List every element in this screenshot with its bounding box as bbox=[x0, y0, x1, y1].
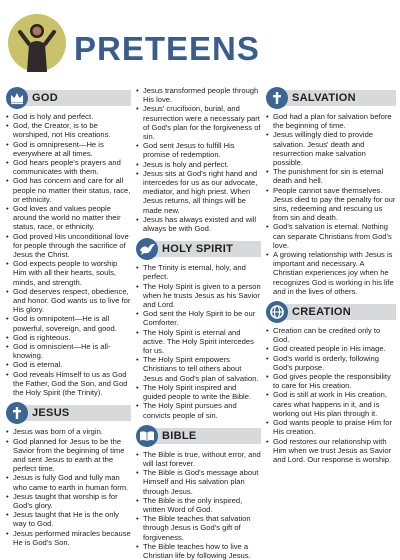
creation-list bbox=[266, 326, 396, 464]
list-item: • God is righteous. bbox=[6, 333, 131, 342]
section-header-salvation bbox=[266, 88, 396, 108]
list-item: • God loves and values people around the world no matter their status, race, or ethnicity. bbox=[6, 204, 131, 232]
section-title-jesus: JESUS bbox=[32, 407, 70, 420]
list-item: • The Holy Spirit pursues and convicts people of sin. bbox=[136, 401, 261, 419]
list-item: • God had a plan for salvation before the beginning of time. bbox=[266, 112, 396, 130]
list-item: • Jesus willingly died to provide salvation. Jesus' death and resurrection make salvation possible. bbox=[266, 130, 396, 167]
column-left bbox=[6, 86, 131, 547]
cross-icon bbox=[266, 87, 288, 109]
list-item: • God is eternal. bbox=[6, 360, 131, 369]
list-item: • God deserves respect, obedience, and honor. God wants us to live for His glory. bbox=[6, 287, 131, 315]
list-item: • The Holy Spirit is eternal and active. The Holy Spirit intercedes for us. bbox=[136, 328, 261, 356]
column-middle bbox=[136, 86, 261, 560]
list-item: • God is omniscient—He is all-knowing. bbox=[6, 342, 131, 360]
section-title-salvation: SALVATION bbox=[292, 92, 356, 104]
list-item: • God is omnipotent—He is all powerful, sovereign, and good. bbox=[6, 314, 131, 332]
dove-icon bbox=[136, 238, 158, 260]
crown-icon bbox=[6, 87, 28, 109]
list-item: • God hears people's prayers and communicates with them. bbox=[6, 158, 131, 176]
list-item: • God is holy and perfect. bbox=[6, 112, 131, 121]
section-header-jesus bbox=[6, 403, 131, 423]
list-item: • God sent Jesus to fulfill His promise of redemption. bbox=[136, 141, 261, 159]
list-item: • God is still at work in His creation, cares what happens in it, and is working out His plan through it. bbox=[266, 390, 396, 418]
list-item: • God planned for Jesus to be the Savior from the beginning of time and sent Jesus to earth at the perfect time. bbox=[6, 437, 131, 474]
page-header bbox=[0, 0, 400, 80]
list-item: • Jesus is holy and perfect. bbox=[136, 160, 261, 169]
list-item: • Jesus has always existed and will always be with God. bbox=[136, 215, 261, 233]
list-item: • Jesus was born of a virgin. bbox=[6, 427, 131, 436]
list-item: • God reveals Himself to us as God the Father, God the Son, and God the Holy Spirit (the Trinity). bbox=[6, 370, 131, 398]
book-icon bbox=[136, 425, 158, 447]
list-item: • Jesus transformed people through His love. bbox=[136, 86, 261, 104]
list-item: • The Bible is the only inspired, written Word of God. bbox=[136, 496, 261, 514]
section-header-creation bbox=[266, 302, 396, 322]
list-item: • God restores our relationship with Him when we trust Jesus as Savior and Lord. Our response is worship. bbox=[266, 437, 396, 465]
section-header-holy-spirit bbox=[136, 239, 261, 259]
cross-icon bbox=[6, 402, 28, 424]
list-item: • God sent the Holy Spirit to be our Comforter. bbox=[136, 309, 261, 327]
list-item: • The Holy Spirit is given to a person when he trusts Jesus as his Savior and Lord. bbox=[136, 282, 261, 310]
holy-spirit-list bbox=[136, 263, 261, 419]
page-title: PRETEENS bbox=[74, 30, 260, 67]
section-title-bible: BIBLE bbox=[162, 429, 197, 442]
list-item: • God expects people to worship Him with all their hearts, souls, minds, and strength. bbox=[6, 259, 131, 287]
salvation-list bbox=[266, 112, 396, 296]
god-list bbox=[6, 112, 131, 397]
section-title-holy-spirit: HOLY SPIRIT bbox=[162, 243, 234, 256]
list-item: • Creation can be credited only to God. bbox=[266, 326, 396, 344]
list-item: • Jesus is fully God and fully man who came to earth in human form. bbox=[6, 473, 131, 491]
section-title-god: GOD bbox=[32, 92, 58, 104]
list-item: • God gives people the responsibility to care for His creation. bbox=[266, 372, 396, 390]
jesus-list bbox=[6, 427, 131, 547]
list-item: • God's world is orderly, following God's purpose. bbox=[266, 354, 396, 372]
list-item: • Jesus taught that worship is for God's glory. bbox=[6, 492, 131, 510]
preteen-avatar bbox=[8, 14, 66, 72]
section-title-creation: CREATION bbox=[292, 306, 352, 319]
preteen-figure-icon bbox=[8, 14, 66, 72]
list-item: • God wants people to praise Him for His creation. bbox=[266, 418, 396, 436]
list-item: • Jesus taught that He is the only way to God. bbox=[6, 510, 131, 528]
section-header-god bbox=[6, 88, 131, 108]
section-header-bible bbox=[136, 426, 261, 446]
list-item: • People cannot save themselves. Jesus died to pay the penalty for our sins, redeeming and rescuing us from sin and death. bbox=[266, 186, 396, 223]
bible-list bbox=[136, 450, 261, 560]
list-item: • Jesus' crucifixion, burial, and resurrection were a necessary part of God's plan for the forgiveness of sin. bbox=[136, 104, 261, 141]
list-item: • God, the Creator, is to be worshiped, not His creations. bbox=[6, 121, 131, 139]
column-right bbox=[266, 86, 396, 464]
list-item: • The Holy Spirit inspired and guided people to write the Bible. bbox=[136, 383, 261, 401]
list-item: • The Bible is true, without error, and will last forever. bbox=[136, 450, 261, 468]
list-item: • The punishment for sin is eternal death and hell. bbox=[266, 167, 396, 185]
list-item: • God has concern and care for all people no matter their status, race, or ethnicity. bbox=[6, 176, 131, 204]
jesus-list-continued bbox=[136, 86, 261, 233]
list-item: • God created people in His image. bbox=[266, 344, 396, 353]
list-item: • The Bible is God's message about Himself and His salvation plan through Jesus. bbox=[136, 468, 261, 496]
list-item: • A growing relationship with Jesus is important and necessary. A Christian experiences joy when he recognizes God is working in his life and in the lives of others. bbox=[266, 250, 396, 296]
list-item: • God's salvation is eternal. Nothing can separate Christians from God's love. bbox=[266, 222, 396, 250]
list-item: • The Trinity is eternal, holy, and perfect. bbox=[136, 263, 261, 281]
list-item: • Jesus performed miracles because He is God's Son. bbox=[6, 529, 131, 547]
list-item: • The Bible teaches that salvation through Jesus is God's gift of forgiveness. bbox=[136, 514, 261, 542]
list-item: • God is omnipresent—He is everywhere at all times. bbox=[6, 140, 131, 158]
list-item: • God proved His unconditional love for people through the sacrifice of Jesus the Christ. bbox=[6, 232, 131, 260]
list-item: • The Bible teaches how to live a Christian life by following Jesus. bbox=[136, 542, 261, 560]
list-item: • Jesus sits at God's right hand and intercedes for us as our advocate, mediator, and high priest. When Jesus returns, all things will be made new. bbox=[136, 169, 261, 215]
globe-icon bbox=[266, 301, 288, 323]
list-item: • The Holy Spirit empowers Christians to tell others about Jesus and God's plan of salvation. bbox=[136, 355, 261, 383]
